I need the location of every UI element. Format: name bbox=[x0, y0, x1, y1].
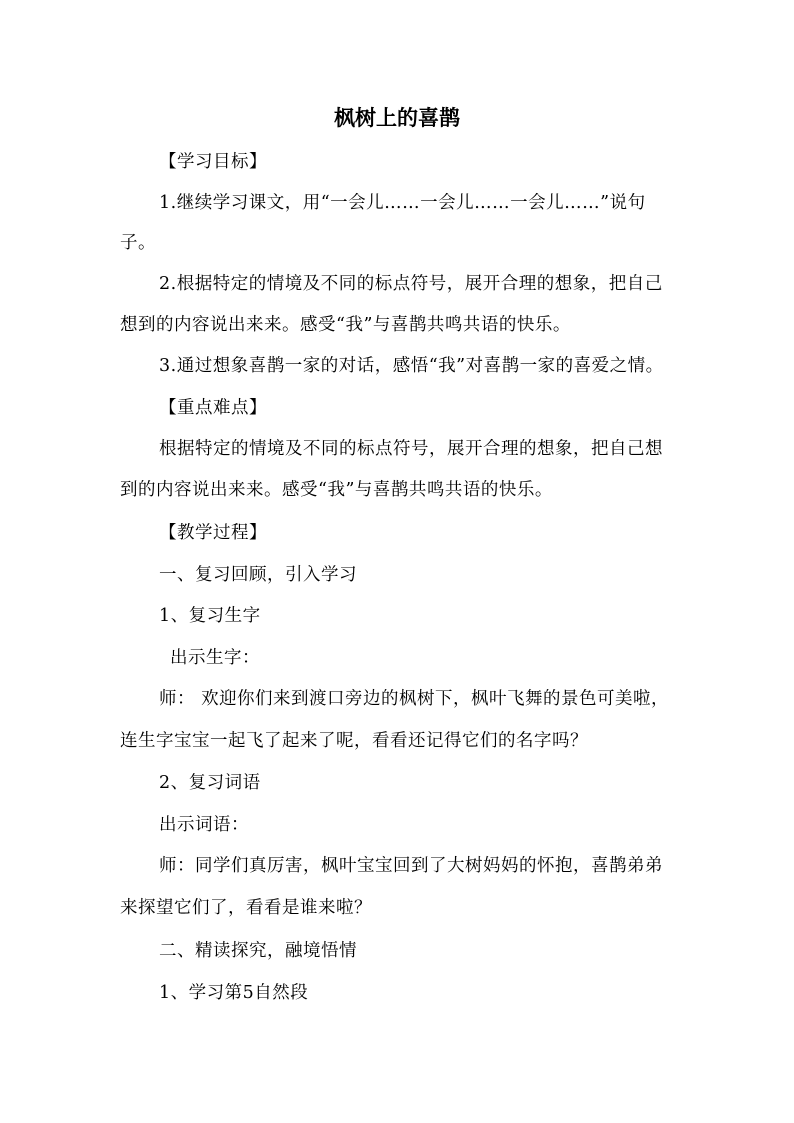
section-heading-key-points: 【重点难点】 bbox=[159, 398, 267, 418]
study-paragraph-5-heading: 1、学习第5自然段 bbox=[159, 983, 309, 1003]
key-points-line-1: 根据特定的情境及不同的标点符号，展开合理的想象，把自己想 bbox=[159, 439, 663, 459]
goal-1-line-2: 子。 bbox=[120, 233, 156, 253]
process-heading-2: 二、精读探究，融境悟情 bbox=[159, 941, 357, 961]
goal-1-line-1: 1.继续学习课文，用“一会儿……一会儿……一会儿……”说句 bbox=[159, 193, 646, 213]
teacher-line-3: 师：同学们真厉害，枫叶宝宝回到了大树妈妈的怀抱，喜鹊弟弟 bbox=[159, 856, 663, 876]
teacher-line-1: 师： 欢迎你们来到渡口旁边的枫树下，枫叶飞舞的景色可美啦， bbox=[159, 689, 670, 709]
show-characters-line: 出示生字： bbox=[170, 648, 260, 668]
teacher-line-2: 连生字宝宝一起飞了起来了呢，看看还记得它们的名字吗？ bbox=[120, 731, 588, 751]
document-title: 枫树上的喜鹊 bbox=[334, 105, 460, 130]
key-points-line-2: 到的内容说出来来。感受“我”与喜鹊共鸣共语的快乐。 bbox=[120, 480, 553, 500]
review-words-heading: 2、复习词语 bbox=[159, 773, 261, 793]
show-words-line: 出示词语： bbox=[159, 815, 249, 835]
goal-2-line-2: 想到的内容说出来来。感受“我”与喜鹊共鸣共语的快乐。 bbox=[120, 315, 571, 335]
section-heading-goals: 【学习目标】 bbox=[159, 152, 267, 172]
goal-3-line: 3.通过想象喜鹊一家的对话，感悟“我”对喜鹊一家的喜爱之情。 bbox=[159, 356, 664, 376]
goal-2-line-1: 2.根据特定的情境及不同的标点符号，展开合理的想象，把自己 bbox=[159, 274, 663, 294]
section-heading-process: 【教学过程】 bbox=[159, 523, 267, 543]
process-heading-1: 一、复习回顾，引入学习 bbox=[159, 565, 357, 585]
review-characters-heading: 1、复习生字 bbox=[159, 606, 261, 626]
teacher-line-4: 来探望它们了，看看是谁来啦？ bbox=[120, 898, 372, 918]
